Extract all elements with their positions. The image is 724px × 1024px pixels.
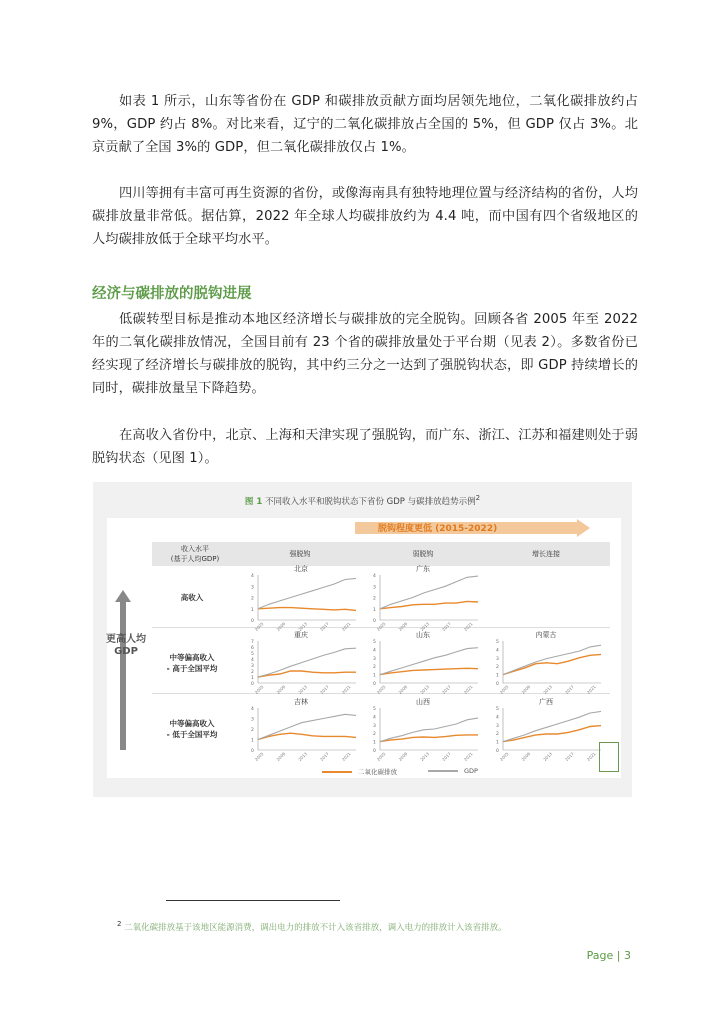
chart-title: 吉林: [294, 698, 308, 706]
row-label-high: 高收入: [180, 593, 204, 602]
series-line-emissions: [380, 668, 478, 674]
chart-title: 山东: [416, 631, 430, 639]
y-tick-label: 0: [251, 749, 254, 754]
y-tick-label: 2: [251, 670, 254, 675]
header-strong: 强脱钩: [289, 550, 311, 558]
y-tick-label: 3: [373, 656, 376, 662]
y-tick-label: 4: [373, 648, 376, 654]
x-tick-label: 2017: [564, 751, 575, 762]
chart-axis: [503, 641, 601, 683]
arrow-label: 脱钩程度更低 (2015-2022): [378, 524, 498, 534]
x-tick-label: 2017: [441, 751, 452, 762]
x-tick-label: 2021: [340, 751, 352, 762]
x-tick-label: 2005: [498, 684, 510, 695]
y-tick-label: 5: [251, 652, 254, 657]
y-tick-label: 4: [251, 574, 254, 579]
footnote-divider: [166, 900, 340, 901]
x-tick-label: 2017: [441, 684, 452, 695]
x-tick-label: 2009: [275, 621, 287, 632]
y-tick-label: 4: [251, 707, 254, 712]
legend-emissions: [322, 767, 397, 776]
paragraph-4: 在高收入省份中，北京、上海和天津实现了强脱钩，而广东、浙江、江苏和福建则处于弱脱钩状态（见图 1）。: [92, 428, 638, 466]
figure-number: 图 1: [244, 496, 263, 507]
y-tick-label: 2: [496, 665, 499, 671]
x-tick-label: 2021: [462, 621, 474, 632]
x-tick-label: 2013: [419, 621, 431, 632]
x-tick-label: 2013: [297, 751, 309, 762]
x-tick-label: 2005: [375, 751, 387, 762]
y-tick-label: 1: [251, 738, 254, 744]
y-axis-label: 更高人均GDP: [106, 634, 146, 657]
y-tick-label: 2: [496, 732, 499, 738]
y-tick-label: 1: [496, 673, 499, 679]
x-tick-label: 2009: [397, 621, 409, 632]
x-tick-label: 2005: [375, 621, 387, 632]
row-label-upper-mid-above: 中等偏高收入 - 高于全国平均: [166, 653, 218, 673]
y-tick-label: 0: [496, 682, 499, 687]
series-line-emissions: [258, 671, 356, 677]
legend-label: 二氧化碳排放: [358, 768, 397, 776]
y-tick-label: 0: [251, 682, 254, 687]
series-line-gdp: [380, 648, 478, 675]
x-tick-label: 2021: [462, 684, 474, 695]
footnote-number: 2: [117, 920, 122, 928]
y-tick-label: 3: [251, 664, 254, 669]
series-line-gdp: [380, 718, 478, 742]
x-tick-label: 2005: [498, 751, 510, 762]
x-tick-label: 2005: [253, 621, 265, 632]
paragraph-2: 四川等拥有丰富可再生资源的省份，或像海南具有独特地理位置与经济结构的省份，人均碳排放量非常低。据估算，2022 年全球人均碳排放约为 4.4 吨，而中国有四个省级地区的人均碳排放低于全球平均水平。: [92, 186, 638, 247]
series-line-gdp: [503, 711, 601, 741]
page-number: Page | 3: [586, 949, 631, 962]
y-tick-label: 0: [373, 682, 376, 687]
section-title: 经济与碳排放的脱钩进展: [92, 286, 252, 302]
x-tick-label: 2009: [275, 684, 287, 695]
y-tick-label: 4: [373, 715, 376, 721]
y-tick-label: 3: [496, 723, 499, 729]
y-tick-label: 6: [251, 646, 254, 651]
y-tick-label: 1: [373, 673, 376, 679]
x-tick-label: 2013: [542, 751, 554, 762]
series-line-emissions: [380, 735, 478, 742]
y-tick-label: 1: [373, 607, 376, 613]
y-tick-label: 3: [373, 585, 376, 591]
y-tick-label: 0: [373, 619, 376, 624]
row-label-upper-mid-below: 中等偏高收入 - 低于全国平均: [166, 719, 218, 739]
x-tick-label: 2005: [253, 751, 265, 762]
watermark-logo: [599, 742, 619, 772]
paragraph-1: 如表 1 所示，山东等省份在 GDP 和碳排放贡献方面均居领先地位，二氧化碳排放约占 9%，GDP 约占 8%。对比来看，辽宁的二氧化碳排放占全国的 5%，但 GDP 仅占 3%。北京贡献了全国 3%的 GDP，但二氧化碳排放仅占 1%。: [92, 94, 638, 155]
x-tick-label: 2009: [397, 684, 409, 695]
paragraph-3: 低碳转型目标是推动本地区经济增长与碳排放的完全脱钩。回顾各省 2005 年至 2022 年的二氧化碳排放情况，全国目前有 23 个省的碳排放量处于平台期（见表 2）。多数省份已经实现了经济增长与碳排放的脱钩，其中约三分之一达到了强脱钩状态，即 GDP 持续增长的同时，碳排放量呈下降趋势。: [92, 312, 638, 396]
series-line-emissions: [503, 726, 601, 742]
series-line-emissions: [258, 608, 356, 611]
legend-swatch: [322, 771, 352, 773]
x-tick-label: 2017: [319, 621, 330, 632]
x-tick-label: 2009: [520, 751, 532, 762]
chart-axis: [258, 708, 356, 750]
chart-title: 北京: [294, 565, 308, 573]
y-tick-label: 2: [251, 728, 254, 733]
y-tick-label: 3: [373, 723, 376, 729]
y-tick-label: 3: [251, 585, 254, 591]
y-tick-label: 5: [373, 707, 376, 712]
y-tick-label: 1: [496, 740, 499, 746]
y-tick-label: 5: [496, 640, 499, 645]
x-tick-label: 2017: [564, 684, 575, 695]
y-tick-label: 2: [251, 596, 254, 602]
chart-axis: [258, 641, 356, 683]
y-tick-label: 3: [496, 656, 499, 662]
chart-axis: [380, 641, 478, 683]
y-tick-label: 3: [251, 717, 254, 723]
x-tick-label: 2021: [585, 684, 597, 695]
chart-axis: [380, 575, 478, 620]
y-tick-label: 1: [251, 607, 254, 613]
x-tick-label: 2009: [520, 684, 532, 695]
chart-title: 广东: [416, 565, 430, 573]
x-tick-label: 2005: [375, 684, 387, 695]
x-tick-label: 2017: [319, 751, 330, 762]
legend-gdp: [428, 767, 478, 775]
footnote: [117, 920, 507, 933]
x-tick-label: 2021: [340, 684, 352, 695]
x-tick-label: 2005: [253, 684, 265, 695]
chart-title: 内蒙古: [535, 631, 557, 639]
x-tick-label: 2009: [275, 751, 287, 762]
x-tick-label: 2021: [462, 751, 474, 762]
chart-axis: [258, 575, 356, 620]
footnote-text: 二氧化碳排放基于该地区能源消费，调出电力的排放不计入该省排放，调入电力的排放计入该省排放。: [124, 922, 507, 933]
figure-title-text: 不同收入水平和脱钩状态下省份 GDP 与碳排放趋势示例: [264, 496, 476, 507]
y-tick-label: 1: [373, 740, 376, 746]
legend-swatch: [428, 770, 458, 772]
y-tick-label: 5: [496, 707, 499, 712]
y-tick-label: 2: [373, 596, 376, 602]
y-tick-label: 1: [251, 676, 254, 681]
x-tick-label: 2013: [419, 684, 431, 695]
x-tick-label: 2013: [297, 684, 309, 695]
series-line-gdp: [258, 578, 356, 608]
y-tick-label: 0: [496, 749, 499, 754]
x-tick-label: 2013: [297, 621, 309, 632]
chart-title: 重庆: [294, 631, 308, 639]
header-linked: 增长连接: [532, 550, 560, 558]
y-tick-label: 2: [373, 732, 376, 738]
chart-title: 广西: [539, 698, 553, 706]
x-tick-label: 2009: [397, 751, 409, 762]
y-tick-label: 5: [373, 640, 376, 645]
y-tick-label: 2: [373, 665, 376, 671]
header-income: 收入水平 (基于人均GDP): [170, 545, 220, 563]
series-line-emissions: [380, 601, 478, 608]
y-tick-label: 4: [373, 574, 376, 579]
x-tick-label: 2017: [441, 621, 452, 632]
y-tick-label: 0: [373, 749, 376, 754]
x-tick-label: 2017: [319, 684, 330, 695]
figure-footnote-ref: 2: [475, 494, 481, 502]
y-tick-label: 4: [251, 658, 254, 663]
header-weak: 弱脱钩: [412, 550, 434, 558]
x-tick-label: 2013: [542, 684, 554, 695]
legend-label: GDP: [464, 767, 478, 775]
y-tick-label: 4: [496, 715, 499, 721]
y-tick-label: 0: [251, 619, 254, 624]
x-tick-label: 2021: [585, 751, 597, 762]
y-tick-label: 7: [251, 640, 254, 645]
chart-title: 山西: [416, 698, 430, 706]
x-tick-label: 2013: [419, 751, 431, 762]
y-tick-label: 4: [496, 648, 499, 654]
x-tick-label: 2021: [340, 621, 352, 632]
